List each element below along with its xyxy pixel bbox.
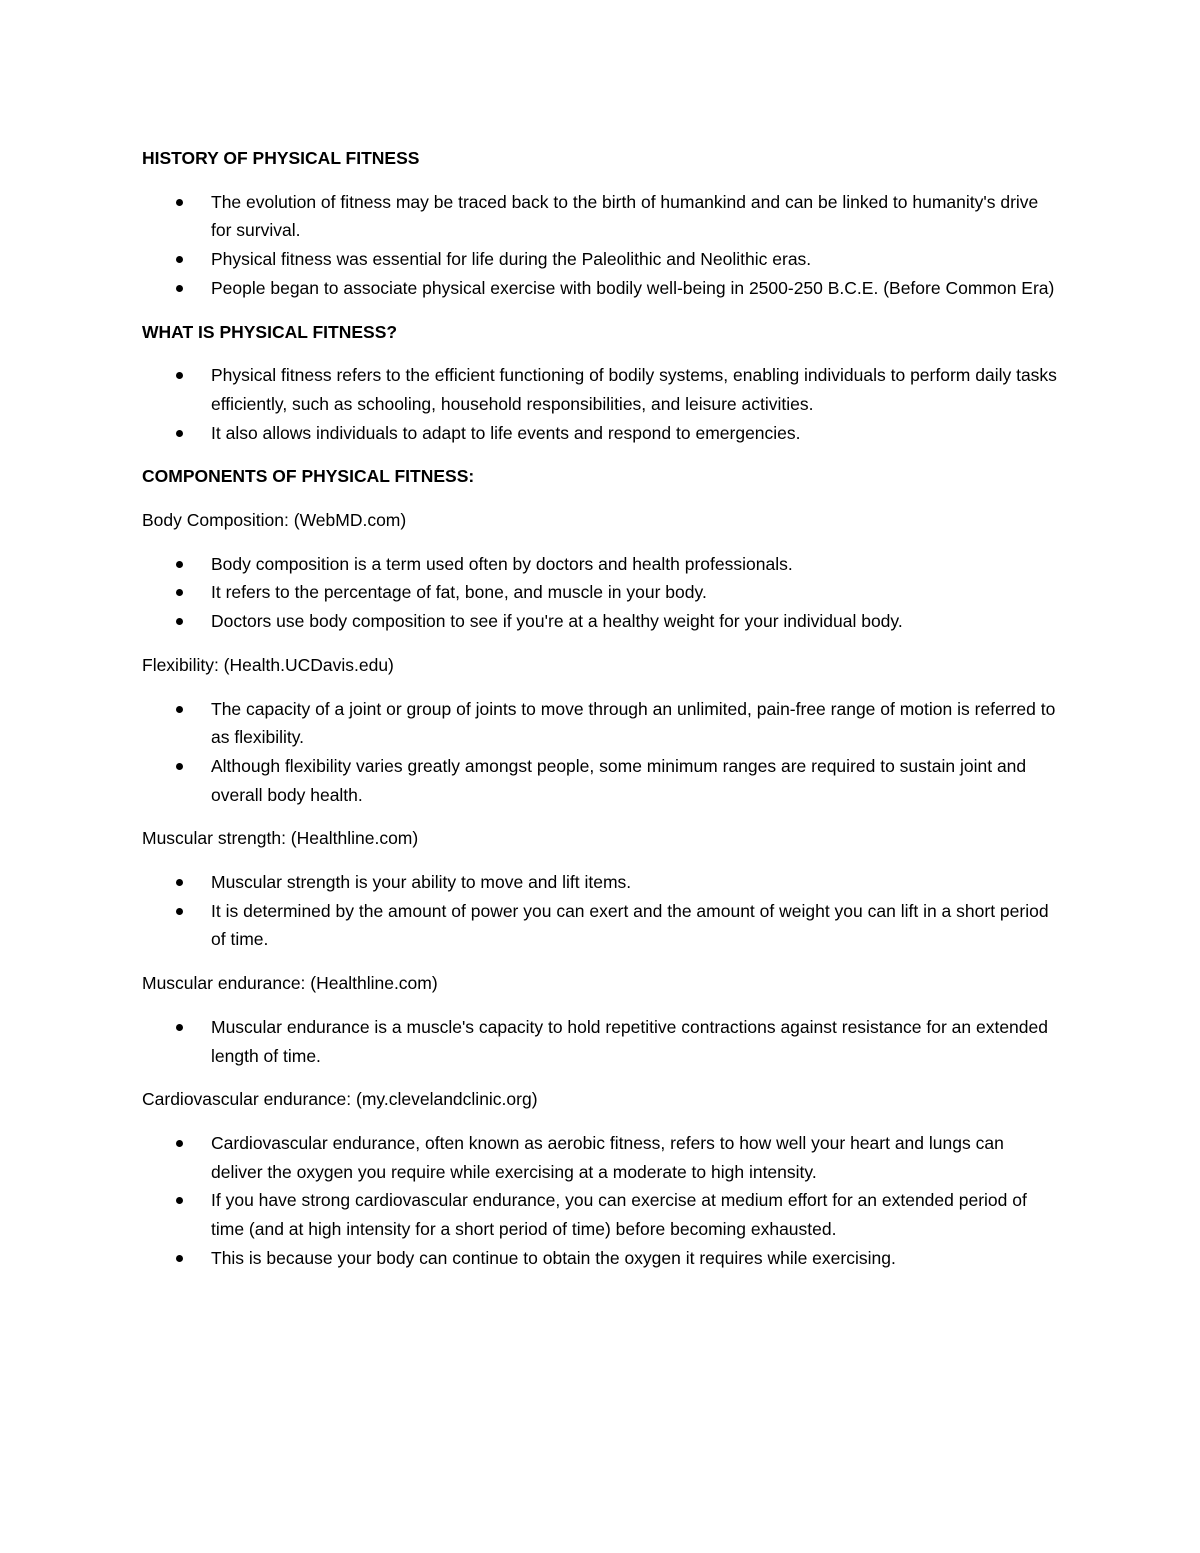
- section-heading-components: COMPONENTS OF PHYSICAL FITNESS:: [142, 466, 475, 487]
- list-item: [142, 361, 1060, 418]
- list-item-text: The capacity of a joint or group of joints to move through an unlimited, pain-free range of motion is referred to as flexibility.: [211, 698, 1056, 748]
- bullet-icon: [176, 1140, 183, 1147]
- bullet-icon: [176, 1255, 183, 1262]
- list-item: [142, 1244, 1060, 1273]
- subheading-muscular-endurance: Muscular endurance: (Healthline.com): [142, 973, 438, 994]
- subheading-flexibility: Flexibility: (Health.UCDavis.edu): [142, 654, 394, 675]
- list-item-text: The evolution of fitness may be traced back to the birth of humankind and can be linked to humanity's drive for survival.: [211, 191, 1039, 241]
- list-item-text: Muscular strength is your ability to move and lift items.: [211, 872, 632, 893]
- bullet-icon: [176, 1197, 183, 1204]
- bullet-list-body-composition: [142, 550, 1060, 636]
- section-heading-history: HISTORY OF PHYSICAL FITNESS: [142, 148, 420, 168]
- bullet-icon: [176, 561, 183, 568]
- list-item-text: People began to associate physical exercise with bodily well-being in 2500-250 B.C.E. (Before Common Era): [211, 277, 1055, 298]
- bullet-list-flexibility: [142, 695, 1060, 810]
- bullet-list-cardiovascular-endurance: [142, 1129, 1060, 1273]
- list-item: [142, 1013, 1060, 1070]
- list-item-text: It is determined by the amount of power you can exert and the amount of weight you can lift in a short period of time.: [211, 900, 1049, 950]
- list-item: [142, 695, 1060, 752]
- bullet-icon: [176, 372, 183, 379]
- bullet-icon: [176, 430, 183, 437]
- bullet-list-muscular-endurance: [142, 1013, 1060, 1070]
- bullet-icon: [176, 618, 183, 625]
- list-item: [142, 868, 1060, 897]
- list-item-text: Cardiovascular endurance, often known as aerobic fitness, refers to how well your heart and lungs can deliver the oxygen you require while exercising at a moderate to high intensity.: [211, 1132, 1004, 1182]
- bullet-icon: [176, 589, 183, 596]
- list-item: [142, 897, 1060, 954]
- list-item: [142, 1129, 1060, 1186]
- bullet-icon: [176, 199, 183, 206]
- bullet-icon: [176, 879, 183, 886]
- list-item-text: If you have strong cardiovascular endurance, you can exercise at medium effort for an extended period of time (and at high intensity for a short period of time) before becoming exhausted.: [211, 1190, 1027, 1240]
- list-item-text: This is because your body can continue to obtain the oxygen it requires while exercising.: [211, 1247, 896, 1268]
- list-item: [142, 419, 1060, 448]
- bullet-icon: [176, 285, 183, 292]
- list-item-text: Doctors use body composition to see if you're at a healthy weight for your individual body.: [211, 611, 903, 632]
- list-item-text: Body composition is a term used often by doctors and health professionals.: [211, 553, 793, 574]
- subheading-body-composition: Body Composition: (WebMD.com): [142, 510, 407, 531]
- bullet-list-what-is: [142, 361, 1060, 447]
- bullet-icon: [176, 763, 183, 770]
- section-heading-what-is: WHAT IS PHYSICAL FITNESS?: [142, 321, 398, 342]
- bullet-list-history: [142, 188, 1060, 303]
- list-item: [142, 578, 1060, 607]
- list-item: [142, 245, 1060, 274]
- bullet-list-muscular-strength: [142, 868, 1060, 954]
- subheading-cardiovascular-endurance: Cardiovascular endurance: (my.clevelandclinic.org): [142, 1089, 538, 1110]
- bullet-icon: [176, 908, 183, 915]
- list-item: [142, 274, 1060, 303]
- list-item: [142, 752, 1060, 809]
- subheading-muscular-strength: Muscular strength: (Healthline.com): [142, 828, 419, 849]
- list-item-text: It refers to the percentage of fat, bone, and muscle in your body.: [211, 582, 707, 603]
- list-item-text: Physical fitness refers to the efficient functioning of bodily systems, enabling individuals to perform daily tasks efficiently, such as schooling, household responsibilities, and leisure activities.: [211, 365, 1057, 414]
- list-item: [142, 607, 1060, 636]
- list-item: [142, 188, 1060, 245]
- list-item-text: Although flexibility varies greatly amongst people, some minimum ranges are required to sustain joint and overall body health.: [211, 755, 1027, 805]
- bullet-icon: [176, 1024, 183, 1031]
- bullet-icon: [176, 256, 183, 263]
- list-item: [142, 1186, 1060, 1243]
- list-item-text: Physical fitness was essential for life during the Paleolithic and Neolithic eras.: [211, 249, 812, 270]
- list-item: [142, 550, 1060, 579]
- list-item-text: Muscular endurance is a muscle's capacity to hold repetitive contractions against resistance for an extended length of time.: [211, 1016, 1048, 1066]
- list-item-text: It also allows individuals to adapt to life events and respond to emergencies.: [211, 422, 801, 443]
- bullet-icon: [176, 706, 183, 713]
